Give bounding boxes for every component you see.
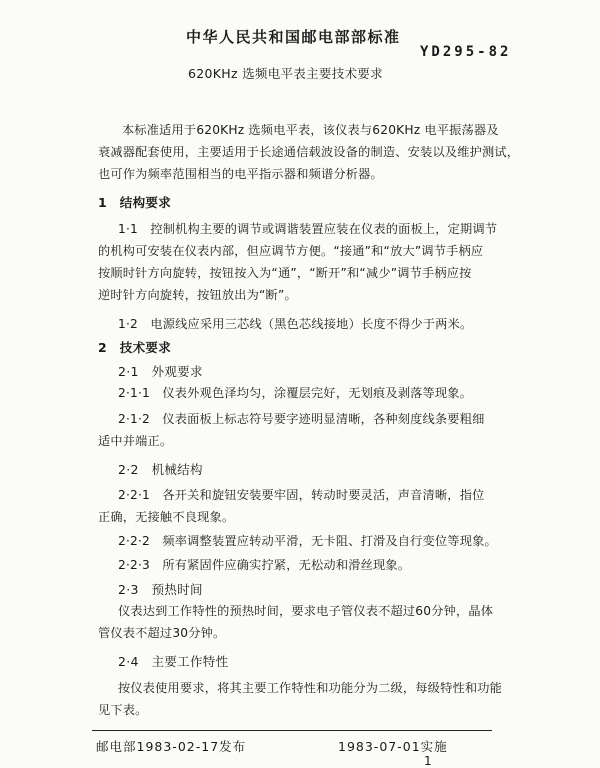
clause-2-1-1: 2·1·1 仪表外观色泽均匀，涂覆层完好，无划痕及剥落等现象。 — [118, 386, 473, 400]
page-number: 1 — [424, 754, 432, 768]
issued-date: 邮电部1983-02-17发布 — [96, 739, 247, 754]
clause-line: 的机构可安装在仪表内部，但应调节方便。“接通”和“放大”调节手柄应 — [98, 244, 484, 258]
clause-line: 2·1·2 仪表面板上标志符号要字迹明显清晰，各种刻度线条要粗细 — [118, 412, 485, 426]
clause-line: 适中并端正。 — [98, 434, 173, 448]
clause-2-2-2: 2·2·2 频率调整装置应转动平滑，无卡阻、打滑及自行变位等现象。 — [118, 534, 497, 548]
effective-date: 1983-07-01实施 — [338, 739, 448, 754]
org-title: 中华人民共和国邮电部部标准 — [186, 28, 401, 46]
subsection-2-4-heading: 2·4 主要工作特性 — [118, 654, 229, 669]
clause-2-2-3: 2·2·3 所有紧固件应确实拧紧，无松动和滑丝现象。 — [118, 558, 411, 572]
clause-line: 仪表达到工作特性的预热时间，要求电子管仪表不超过60分钟，晶体 — [118, 604, 494, 618]
clause-line: 2·2·1 各开关和旋钮安装要牢固，转动时要灵活，声音清晰，指位 — [118, 488, 485, 502]
doc-number: YD295-82 — [420, 44, 512, 60]
clause-line: 管仪表不超过30分钟。 — [98, 626, 226, 640]
intro-line: 也可作为频率范围相当的电平指示器和频谱分析器。 — [98, 167, 383, 181]
intro-line: 本标准适用于620KHz 选频电平表，该仪表与620KHz 电平振荡器及 — [122, 123, 499, 137]
clause-line: 按仪表使用要求，将其主要工作特性和功能分为二级，每级特性和功能 — [118, 681, 503, 695]
clause-line: 正确，无接触不良现象。 — [98, 510, 235, 524]
section-1-heading: 1 结构要求 — [98, 195, 171, 210]
clause-line: 逆时针方向旋转，按钮放出为“断”。 — [98, 288, 297, 302]
footer-divider — [92, 730, 492, 731]
clause-line: 按顺时针方向旋转，按钮按入为“通”，“断开”和“减少”调节手柄应按 — [98, 266, 472, 280]
clause-line: 1·1 控制机构主要的调节或调谐装置应装在仪表的面板上，定期调节 — [118, 222, 498, 236]
subsection-2-2-heading: 2·2 机械结构 — [118, 462, 203, 477]
clause-1-2: 1·2 电源线应采用三芯线（黑色芯线接地）长度不得少于两米。 — [118, 317, 473, 331]
subsection-2-1-heading: 2·1 外观要求 — [118, 364, 203, 379]
doc-title: 620KHz 选频电平表主要技术要求 — [188, 66, 383, 81]
intro-line: 衰减器配套使用，主要适用于长途通信载波设备的制造、安装以及维护测试， — [98, 145, 520, 159]
subsection-2-3-heading: 2·3 预热时间 — [118, 582, 203, 597]
section-2-heading: 2 技术要求 — [98, 340, 171, 355]
clause-line: 见下表。 — [98, 703, 148, 717]
